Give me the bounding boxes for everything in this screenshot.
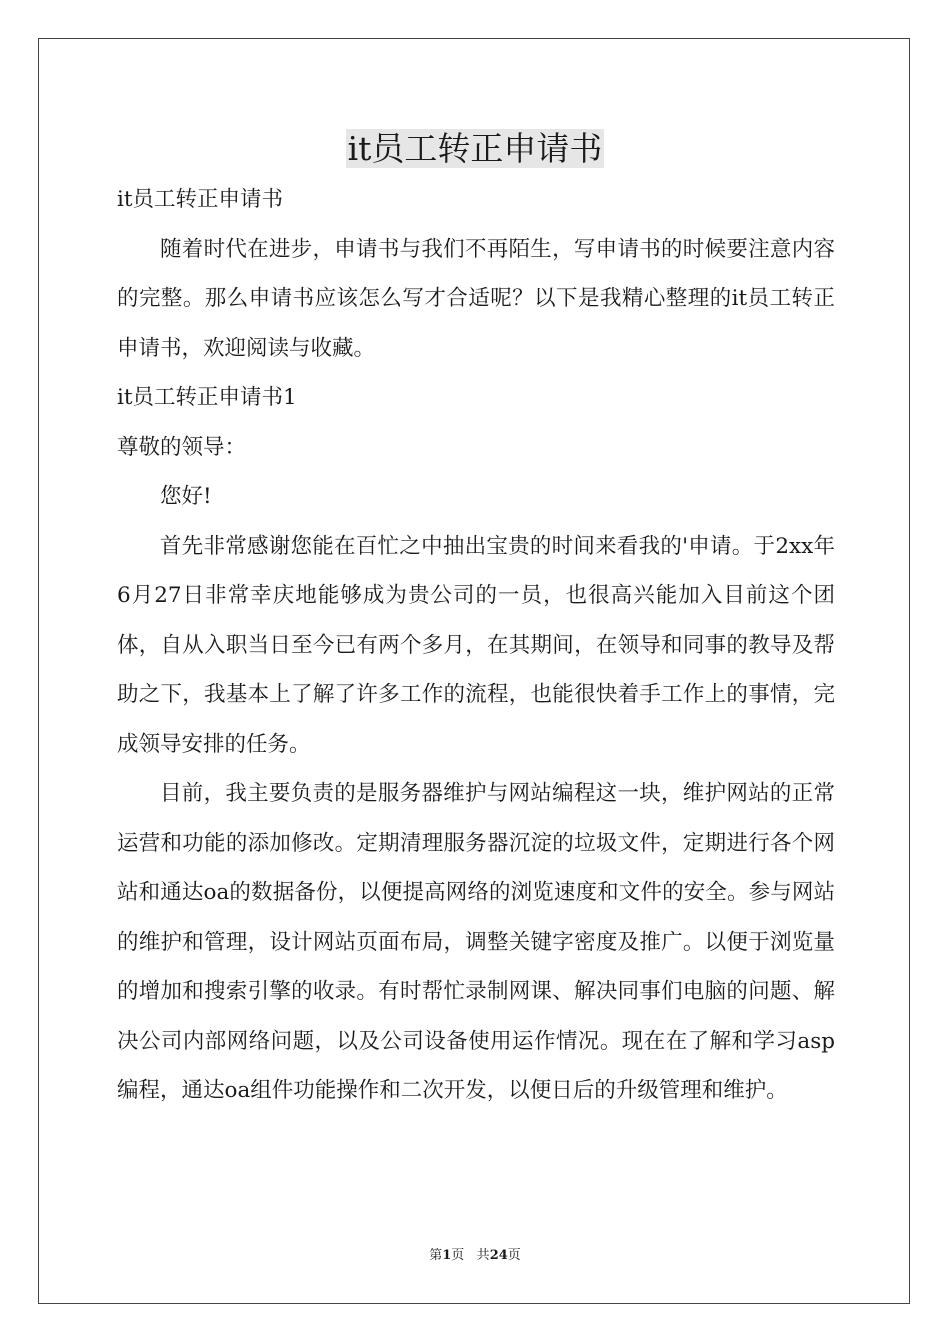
intro-paragraph: 随着时代在进步，申请书与我们不再陌生，写申请书的时候要注意内容的完整。那么申请书应该怎么写才合适呢？以下是我精心整理的it员工转正申请书，欢迎阅读与收藏。 — [117, 236, 835, 361]
salutation: 尊敬的领导： — [117, 434, 247, 460]
document-title-text: it员工转正申请书 — [347, 129, 603, 168]
total-prefix: 共 — [476, 1248, 490, 1263]
document-body — [117, 175, 835, 1116]
page-total: 24 — [489, 1248, 508, 1263]
body-paragraph: 目前，我主要负责的是服务器维护与网站编程这一块，维护网站的正常运营和功能的添加修改。定期清理服务器沉淀的垃圾文件，定期进行各个网站和通达oa的数据备份，以便提高网络的浏览速度和文件的安全。参与网站的维护和管理，设计网站页面布局，调整关键字密度及推广。以便于浏览量的增加和搜索引擎的收录。有时帮忙录制网课、解决同事们电脑的问题、解决公司内部网络问题，以及公司设备使用运作情况。现在在了解和学习asp编程，通达oa组件功能操作和二次开发，以便日后的升级管理和维护。 — [117, 781, 835, 1103]
body-paragraph: 首先非常感谢您能在百忙之中抽出宝贵的时间来看我的'申请。于2xx年6月27日非常幸庆地能够成为贵公司的一员，也很高兴能加入目前这个团体，自从入职当日至今已有两个多月，在其期间，在领导和同事的教导及帮助之下，我基本上了解了许多工作的流程，也能很快着手工作上的事情，完成领导安排的任务。 — [117, 533, 835, 757]
page-current: 1 — [442, 1248, 452, 1263]
section-heading: it员工转正申请书1 — [117, 385, 297, 410]
document-title — [0, 126, 950, 172]
page-unit: 页 — [451, 1248, 465, 1263]
page-prefix: 第 — [429, 1248, 443, 1263]
page-footer — [0, 1247, 950, 1265]
greeting: 您好! — [160, 484, 212, 509]
total-unit: 页 — [507, 1248, 521, 1263]
doc-subtitle: it员工转正申请书 — [117, 187, 284, 212]
